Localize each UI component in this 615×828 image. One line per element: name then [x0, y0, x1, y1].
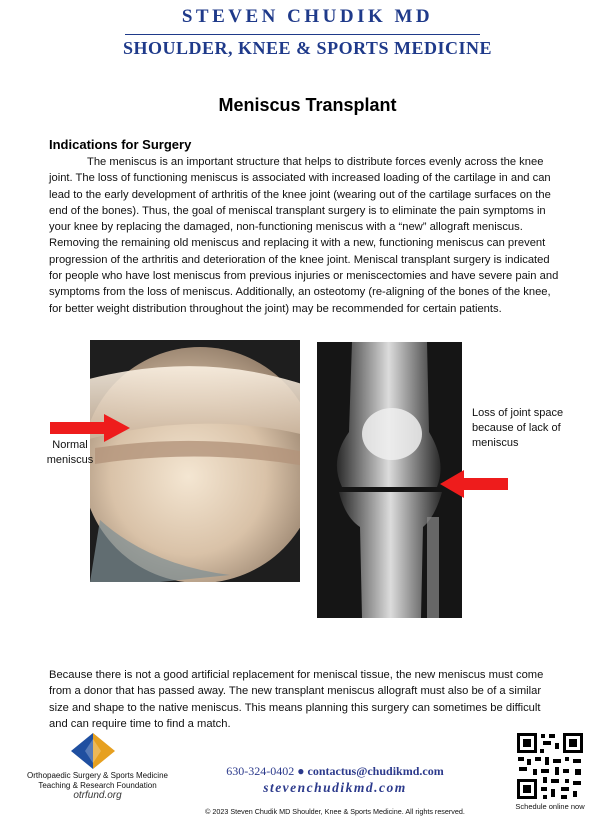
qr-code-icon[interactable] — [515, 731, 585, 801]
joint-space-arrow-icon — [440, 470, 508, 498]
qr-code-label: Schedule online now — [515, 802, 585, 811]
intro-paragraph: The meniscus is an important structure that helps to distribute forces evenly across the knee joint. The loss of functioning meniscus is associated with increased loading of the cartilage in and can lead to the early development of arthritis of the knee joint (wearing out of the cartilage surfaces on the end of the bones). Thus, the goal of meniscal transplant surgery is to eliminate the pain symptoms in your knee by replacing the damaged, non-functioning meniscus with a “new” allograft meniscus. Removing the remaining old meniscus and replacing it with a new, functioning meniscus can prevent progression of the arthritis and deterioration of the knee joint. Meniscal transplant surgery is indicated for people who have lost meniscus from previous injuries or meniscectomies and have severe pain and symptoms from the loss of meniscus. Additionally, an osteotomy (re-aligning of the bones of the knee, for better weight distribution throughout the joint) may be recommended for certain patients. — [49, 156, 559, 315]
page-title: Meniscus Transplant — [218, 95, 397, 115]
separator-dot: ● — [297, 764, 305, 778]
practice-specialty: SHOULDER, KNEE & SPORTS MEDICINE — [123, 38, 492, 58]
foundation-logo-icon — [71, 733, 115, 769]
arthroscopy-image — [90, 340, 300, 582]
phone-number[interactable]: 630-324-0402 — [226, 764, 295, 778]
foundation-name-line2: Teaching & Research Foundation — [38, 781, 157, 790]
section-heading: Indications for Surgery — [49, 137, 192, 152]
copyright-notice: © 2023 Steven Chudik MD Shoulder, Knee & Sports Medicine. All rights reserved. — [205, 807, 465, 816]
normal-meniscus-caption: Normal meniscus — [46, 439, 94, 466]
header-divider — [125, 34, 480, 35]
foundation-name-line1: Orthopaedic Surgery & Sports Medicine — [27, 771, 168, 780]
arthroscopy-illustration — [90, 340, 300, 582]
practice-name: STEVEN CHUDIK MD — [181, 6, 434, 27]
foundation-website[interactable]: otrfund.org — [73, 790, 122, 801]
donor-paragraph: Because there is not a good artificial replacement for meniscal tissue, the new meniscus must come from a donor that has passed away. The new transplant meniscus allograft must also be of a similar size and shape to the native meniscus. This means planning this surgery can sometimes be difficult and can require time to find a match. — [49, 669, 544, 730]
joint-space-caption: Loss of joint space because of lack of meniscus — [472, 407, 564, 449]
contact-line — [195, 764, 475, 779]
website-link[interactable]: stevenchudikmd.com — [263, 780, 407, 795]
email-link[interactable]: contactus@chudikmd.com — [307, 764, 444, 778]
